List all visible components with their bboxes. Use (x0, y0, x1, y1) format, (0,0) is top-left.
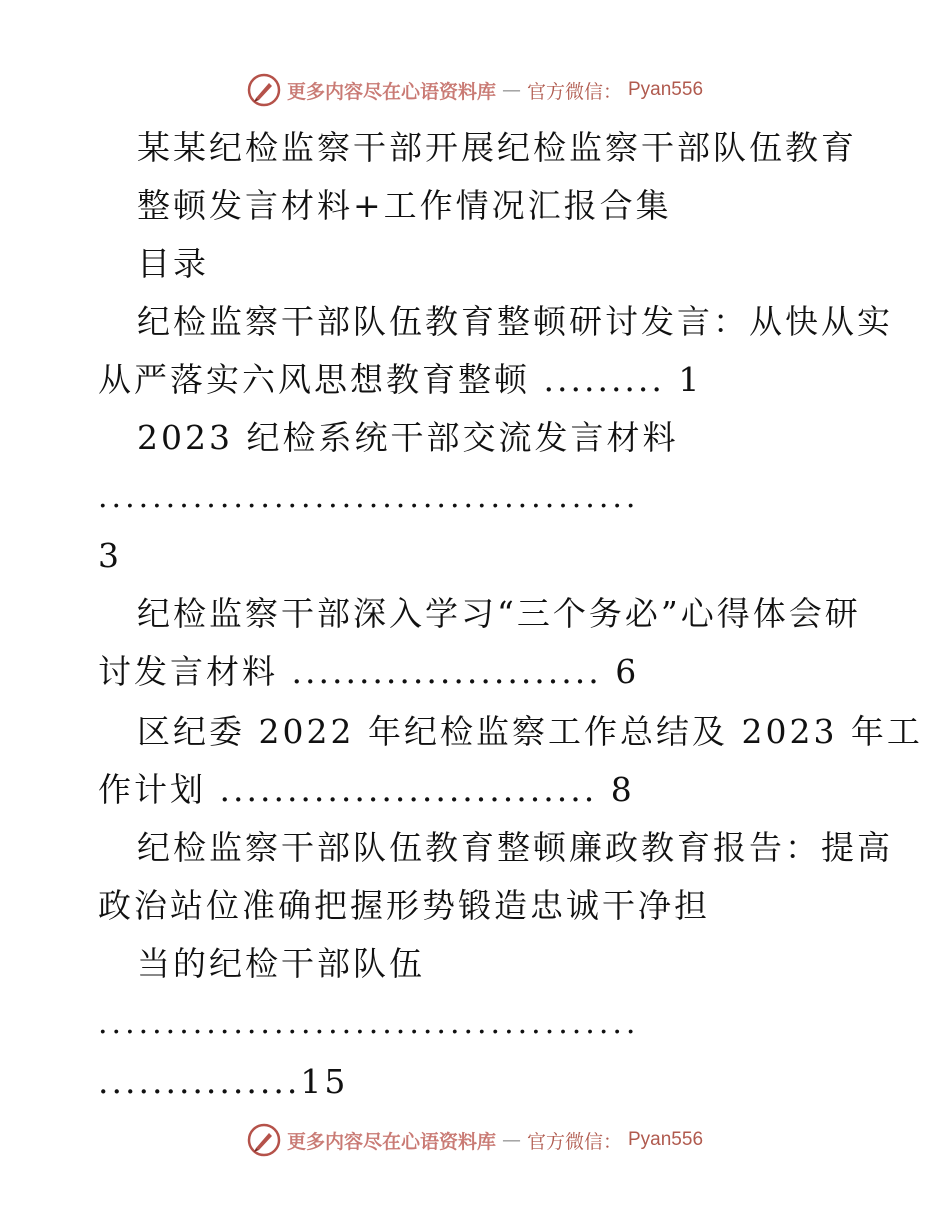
banner-dash: — (501, 1129, 521, 1151)
banner-wechat-id: Pyan556 (628, 1129, 704, 1150)
toc-entry-4-line2[interactable]: 作计划 ............................ 8 (98, 770, 635, 809)
toc-heading: 目录 (137, 244, 209, 283)
banner-dash: — (501, 79, 521, 101)
banner-text: 更多内容尽在心语资料库 (286, 1130, 496, 1153)
toc-entry-2-dots: ........................................ (98, 480, 640, 515)
toc-entry-3-line2[interactable]: 讨发言材料 ....................... 6 (98, 652, 640, 691)
banner-text: 更多内容尽在心语资料库 (286, 80, 496, 103)
toc-entry-2-page[interactable]: 3 (98, 536, 122, 575)
toc-entry-4-line1[interactable]: 区纪委 2022 年纪检监察工作总结及 2023 年工 (137, 712, 923, 751)
toc-entry-5-page[interactable]: ...............15 (98, 1062, 349, 1101)
doc-title-line1: 某某纪检监察干部开展纪检监察干部队伍教育 (137, 128, 857, 167)
banner-wechat-id: Pyan556 (628, 79, 704, 100)
banner-wechat-label: 官方微信： (526, 80, 622, 103)
toc-entry-5-line1[interactable]: 纪检监察干部队伍教育整顿廉政教育报告：提高 (137, 828, 893, 867)
doc-title-line2: 整顿发言材料+工作情况汇报合集 (137, 186, 672, 225)
header-banner (0, 70, 950, 110)
pen-logo-icon (247, 73, 281, 107)
toc-entry-1-line1[interactable]: 纪检监察干部队伍教育整顿研讨发言：从快从实 (137, 302, 893, 341)
toc-entry-5-line2[interactable]: 政治站位准确把握形势锻造忠诚干净担 (98, 886, 710, 925)
toc-entry-3-line1[interactable]: 纪检监察干部深入学习“三个务必”心得体会研 (137, 594, 861, 633)
footer-banner (0, 1120, 950, 1160)
toc-entry-1-line2[interactable]: 从严落实六风思想教育整顿 ......... 1 (98, 360, 703, 399)
pen-logo-icon (247, 1123, 281, 1157)
toc-entry-5-line3[interactable]: 当的纪检干部队伍 (137, 944, 425, 983)
toc-entry-5-dots: ........................................ (98, 1006, 640, 1041)
toc-entry-2-line1[interactable]: 2023 纪检系统干部交流发言材料 (137, 418, 679, 457)
banner-wechat-label: 官方微信： (526, 1130, 622, 1153)
